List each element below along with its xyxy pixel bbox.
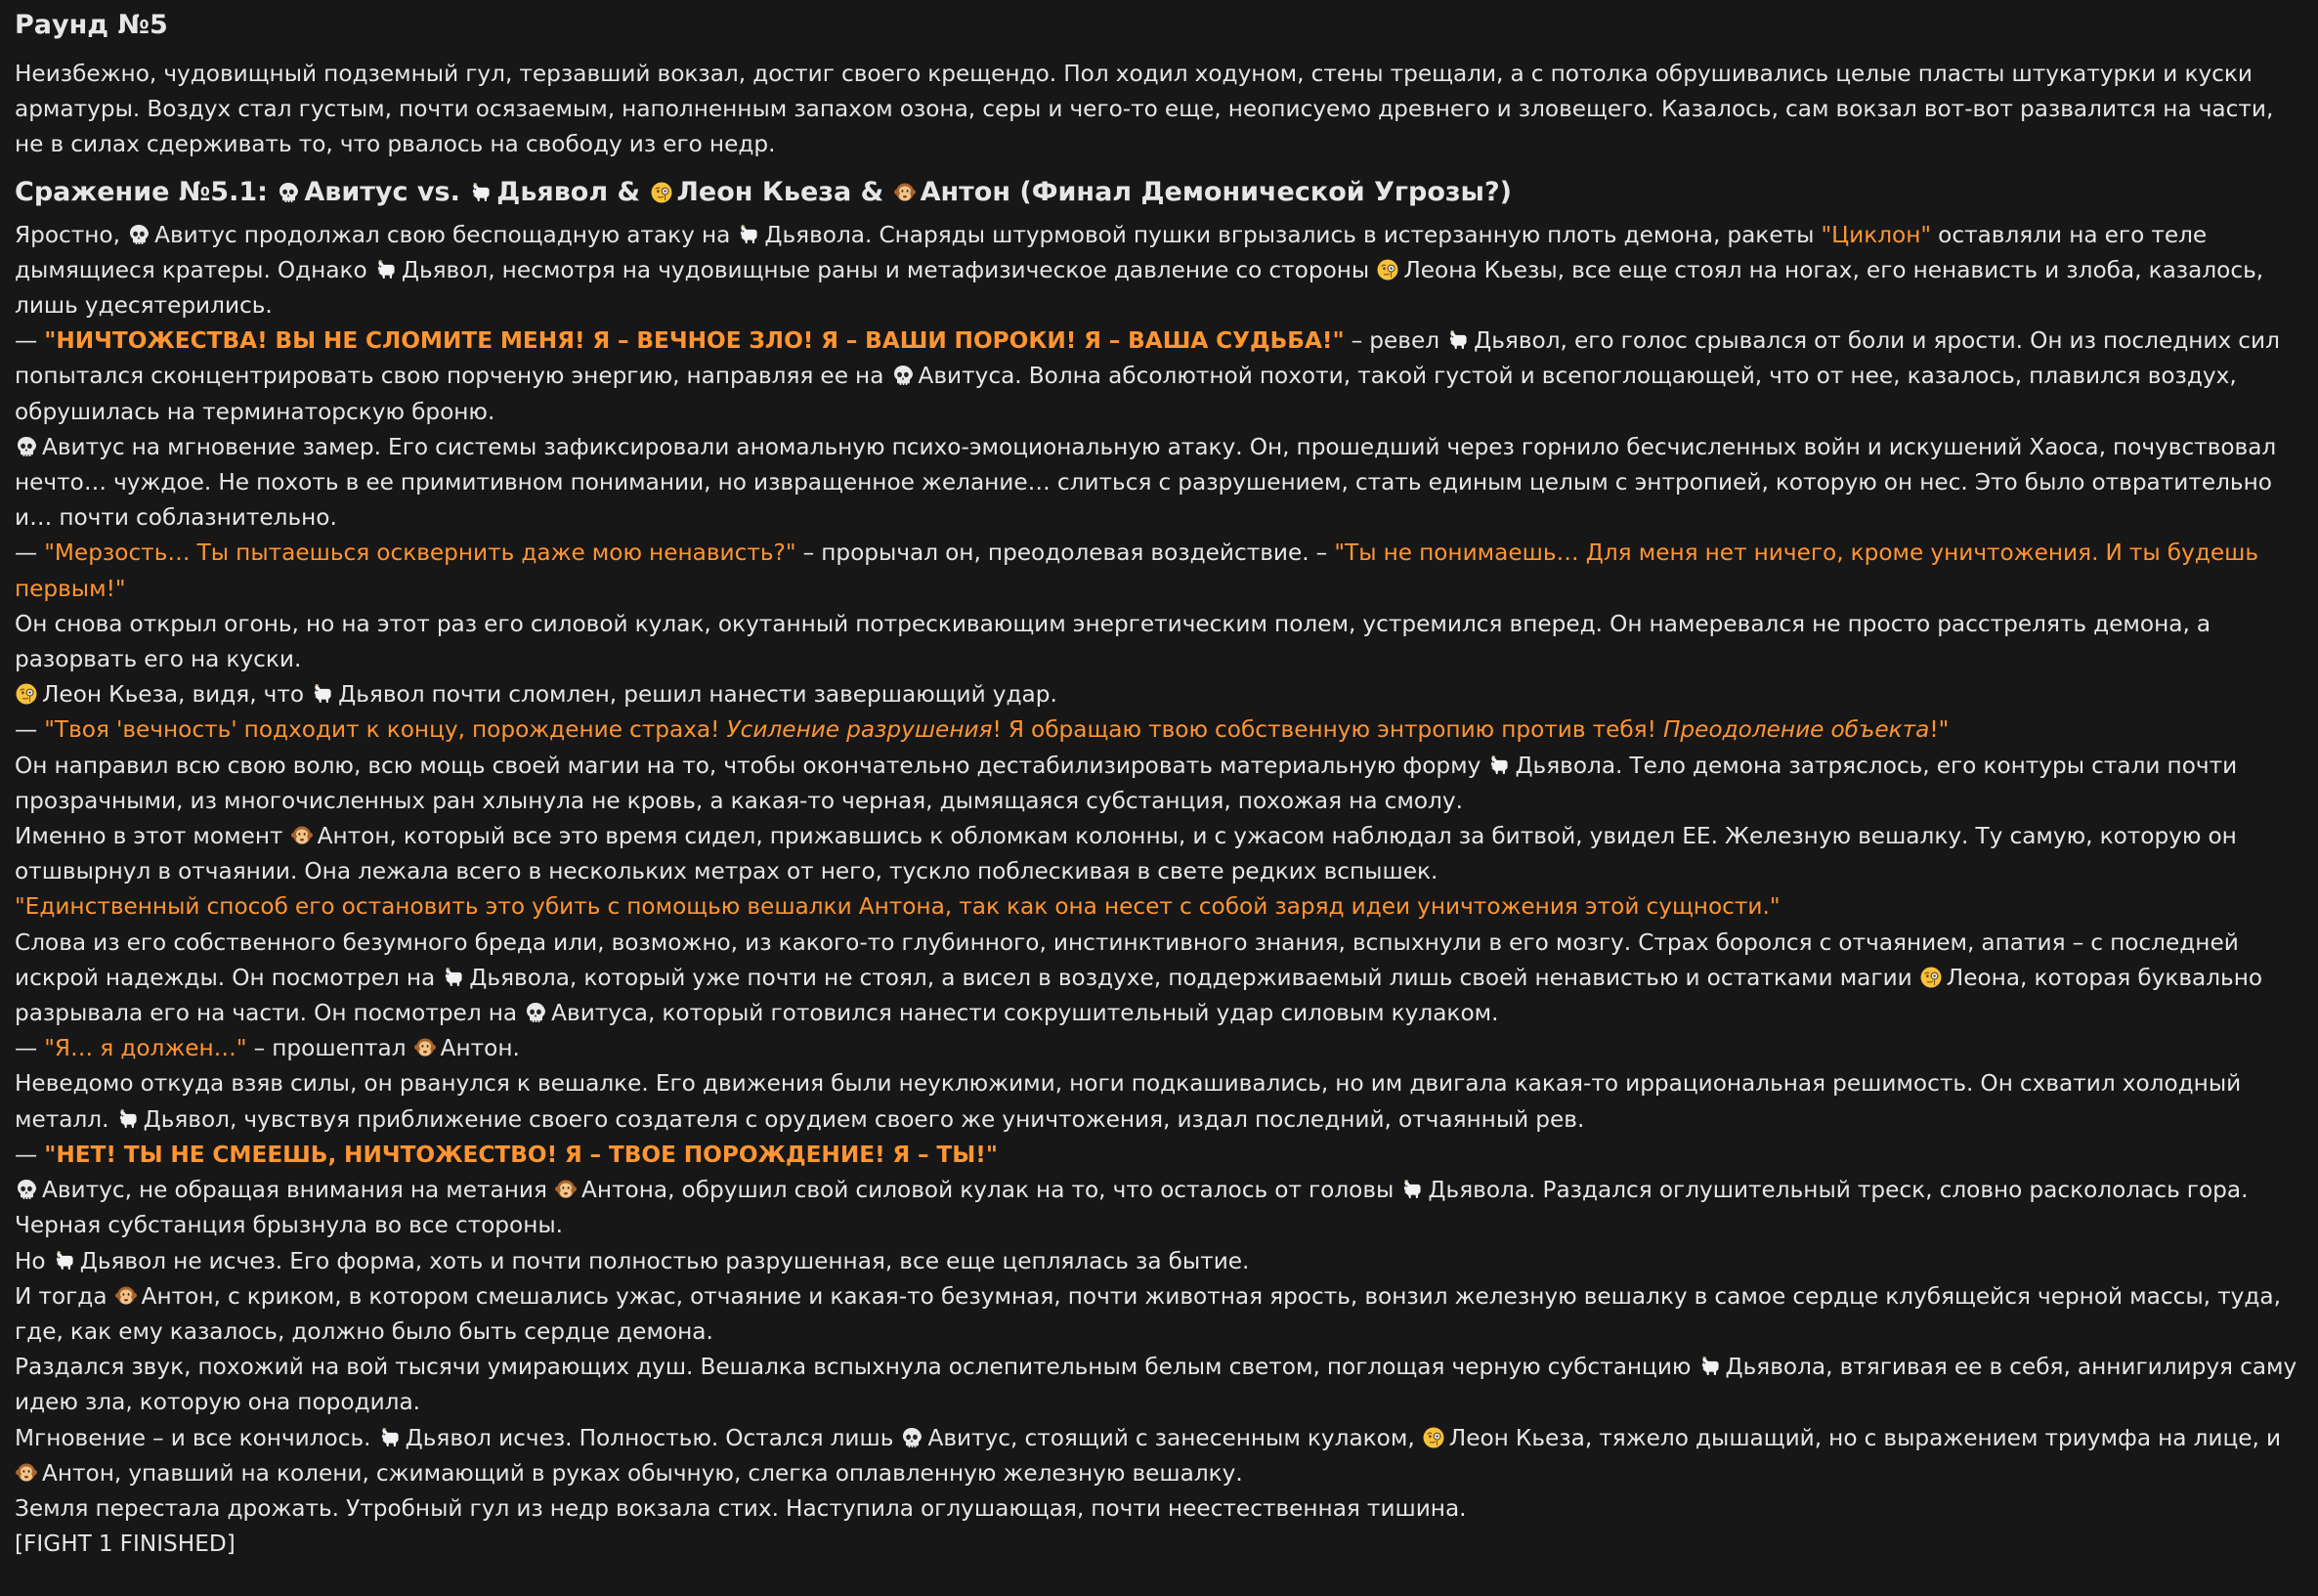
- quote: "Я… я должен…": [44, 1035, 247, 1062]
- story-line: Именно в этот момент Антон, который все это время сидел, прижавшись к обломкам колонны, и с ужасом наблюдал за битвой, увидел ЕЕ. Железную вешалку. Ту самую, которую он отшвырнул в отчаянии. Она лежала всего в нескольких метрах от него, тускло поблескивая в свете редких вспышек.: [15, 823, 2237, 885]
- story-line: [15, 889, 2303, 925]
- story-line: Мгновение – и все кончилось. Дьявол исчез. Полностью. Остался лишь Авитус, стоящий с занесенным кулаком, Леон Кьеза, тяжело дышащий, но с выражением триумфа на лице, и Антон, упавший на колени, сжимающий в руках обычную, слегка оплавленную железную вешалку.: [15, 1424, 2282, 1487]
- story-line: Авитус на мгновение замер. Его системы зафиксировали аномальную психо-эмоциональную атаку. Он, прошедший через горнило бесчисленных войн и искушений Хаоса, почувствовал нечто… чуждое. Не похоть в ее примитивном понимании, но извращенное желание… слиться с разрушением, стать единым целым с энтропией, которую он нес. Это было отвратительно и… почти соблазнительно.: [15, 433, 2277, 532]
- quote: "Твоя 'вечность' подходит к концу, порождение страха! Усиление разрушения! Я обращаю твою собственную энтропию против тебя! Преодоление объекта!": [44, 716, 1950, 744]
- intro-paragraph: Неизбежно, чудовищный подземный гул, терзавший вокзал, достиг своего крещендо. Пол ходил ходуном, стены трещали, а с потолка обрушивались целые пласты штукатурки и куски арматуры. Воздух стал густым, почти осязаемым, наполненным запахом озона, серы и чего-то еще, неописуемо древнего и зловещего. Казалось, сам вокзал вот-вот развалится на части, не в силах сдерживать то, что рвалось на свободу из его недр.: [15, 61, 2274, 158]
- story-line: — "Твоя 'вечность' подходит к концу, порождение страха! Усиление разрушения! Я обращаю твою собственную энтропию против тебя! Преодоление объекта!": [15, 716, 1950, 744]
- round-title: Раунд №5: [15, 10, 168, 40]
- goat-icon: [116, 1107, 140, 1131]
- monkey-face-icon: [554, 1178, 578, 1201]
- skull-icon: [524, 1001, 547, 1024]
- story-line: Он направил всю свою волю, всю мощь своей магии на то, чтобы окончательно дестабилизировать материальную форму Дьявола. Тело демона затряслось, его контуры стали почти прозрачными, из многочисленных ран хлынула не кровь, а какая-то черная, дымящаяся субстанция, похожая на смолу.: [15, 752, 2238, 814]
- goat-icon: [1487, 754, 1511, 777]
- story-line: — "НИЧТОЖЕСТВА! ВЫ НЕ СЛОМИТЕ МЕНЯ! Я – ВЕЧНОЕ ЗЛО! Я – ВАШИ ПОРОКИ! Я – ВАША СУДЬБА!" – ревел Дьявол, его голос срывался от боли и ярости. Он из последних сил попытался сконцентрировать свою порченую энергию, направляя ее на Авитуса. Волна абсолютной похоти, такой густой и всепоглощающей, что от нее, казалось, плавился воздух, обрушилась на терминаторскую броню.: [15, 327, 2280, 425]
- quote: "Ты не понимаешь… Для меня нет ничего, кроме уничтожения. И ты будешь первым!": [15, 539, 2259, 602]
- quote: "Циклон": [1821, 221, 1932, 248]
- quote: "Мерзость… Ты пытаешься осквернить даже мою ненависть?": [44, 539, 796, 567]
- quote: "Единственный способ его остановить это убить с помощью вешалки Антона, так как она несет с собой заряд идеи уничтожения этой сущности.": [15, 893, 1781, 921]
- story-line: И тогда Антон, с криком, в котором смешались ужас, отчаяние и какая-то безумная, почти животная ярость, вонзил железную вешалку в самое сердце клубящейся черной массы, туда, где, как ему казалось, должно было быть сердце демона.: [15, 1282, 2281, 1345]
- goat-icon: [374, 258, 398, 281]
- goat-icon: [469, 181, 493, 204]
- skull-icon: [277, 181, 300, 204]
- story-line: Земля перестала дрожать. Утробный гул из недр вокзала стих. Наступила оглушающая, почти неестественная тишина.: [15, 1494, 1467, 1522]
- monkey-face-icon: [413, 1036, 437, 1059]
- skull-icon: [15, 435, 38, 458]
- quote: "НЕТ! ТЫ НЕ СМЕЕШЬ, НИЧТОЖЕСТВО! Я – ТВОЕ ПОРОЖДЕНИЕ! Я – ТЫ!": [44, 1141, 998, 1168]
- monkey-face-icon: [893, 181, 917, 204]
- quote: "НИЧТОЖЕСТВА! ВЫ НЕ СЛОМИТЕ МЕНЯ! Я – ВЕЧНОЕ ЗЛО! Я – ВАШИ ПОРОКИ! Я – ВАША СУДЬБА!": [44, 327, 1345, 355]
- skull-icon: [15, 1178, 38, 1201]
- monkey-face-icon: [114, 1284, 138, 1308]
- monocle-face-icon: [1422, 1426, 1445, 1449]
- story-line: Слова из его собственного безумного бреда или, возможно, из какого-то глубинного, инстинктивного знания, вспыхнули в его мозгу. Страх боролся с отчаянием, апатия – с последней искрой надежды. Он посмотрел на Дьявола, который уже почти не стоял, а висел в воздухе, поддерживаемый лишь своей ненавистью и остатками магии Леона, которая буквально разрывала его на части. Он посмотрел на Авитуса, который готовился нанести сокрушительный удар силовым кулаком.: [15, 928, 2263, 1027]
- skull-icon: [127, 223, 150, 246]
- monkey-face-icon: [290, 824, 314, 847]
- story-line: Леон Кьеза, видя, что Дьявол почти сломлен, решил нанести завершающий удар.: [15, 677, 2303, 712]
- goat-icon: [378, 1426, 402, 1449]
- monkey-face-icon: [15, 1461, 38, 1485]
- story-line: Он снова открыл огонь, но на этот раз его силовой кулак, окутанный потрескивающим энергетическим полем, устремился вперед. Он намеревался не просто расстрелять демона, а разорвать его на куски.: [15, 610, 2211, 673]
- monocle-face-icon: [1919, 966, 1943, 989]
- monocle-face-icon: [650, 181, 673, 204]
- goat-icon: [53, 1249, 76, 1272]
- story-line: Авитус, не обращая внимания на метания Антона, обрушил свой силовой кулак на то, что осталось от головы Дьявола. Раздался оглушительный треск, словно раскололась гора. Черная субстанция брызнула во все стороны.: [15, 1177, 2249, 1239]
- story-line: Яростно, Авитус продолжал свою беспощадную атаку на Дьявола. Снаряды штурмовой пушки вгрызались в истерзанную плоть демона, ракеты "Циклон" оставляли на его теле дымящиеся кратеры. Однако Дьявол, несмотря на чудовищные раны и метафизическое давление со стороны Леона Кьезы, все еще стоял на ногах, его ненависть и злоба, казалось, лишь удесятерились.: [15, 221, 2264, 320]
- monocle-face-icon: [1376, 258, 1399, 281]
- fight-status: [FIGHT 1 FINISHED]: [15, 1531, 236, 1558]
- goat-icon: [737, 223, 760, 246]
- goat-icon: [311, 682, 334, 706]
- goat-icon: [1400, 1178, 1424, 1201]
- goat-icon: [1446, 328, 1470, 352]
- story-line: Раздался звук, похожий на вой тысячи умирающих душ. Вешалка вспыхнула ослепительным белым светом, поглощая черную субстанцию Дьявола, втягивая ее в себя, аннигилируя саму идею зла, которую она породила.: [15, 1354, 2297, 1416]
- story-line: — "НЕТ! ТЫ НЕ СМЕЕШЬ, НИЧТОЖЕСТВО! Я – ТВОЕ ПОРОЖДЕНИЕ! Я – ТЫ!": [15, 1141, 998, 1168]
- skull-icon: [900, 1426, 923, 1449]
- monocle-face-icon: [15, 682, 38, 706]
- story-line: — "Я… я должен…" – прошептал Антон.: [15, 1035, 520, 1062]
- skull-icon: [891, 364, 915, 387]
- goat-icon: [442, 966, 465, 989]
- story-line: Неведомо откуда взяв силы, он рванулся к вешалке. Его движения были неуклюжими, ноги подкашивались, но им двигала какая-то иррациональная решимость. Он схватил холодный металл. Дьявол, чувствуя приближение своего создателя с орудием своего же уничтожения, издал последний, отчаянный рев.: [15, 1070, 2242, 1133]
- story-line: — "Мерзость… Ты пытаешься осквернить даже мою ненависть?" – прорычал он, преодолевая воздействие. – "Ты не понимаешь… Для меня нет ничего, кроме уничтожения. И ты будешь первым!": [15, 539, 2259, 602]
- battle-header: Сражение №5.1: Авитус vs. Дьявол & Леон Кьеза & Антон (Финал Демонической Угрозы?): [15, 176, 1512, 207]
- goat-icon: [1698, 1355, 1722, 1378]
- story-line: Но Дьявол не исчез. Его форма, хоть и почти полностью разрушенная, все еще цеплялась за бытие.: [15, 1247, 1250, 1274]
